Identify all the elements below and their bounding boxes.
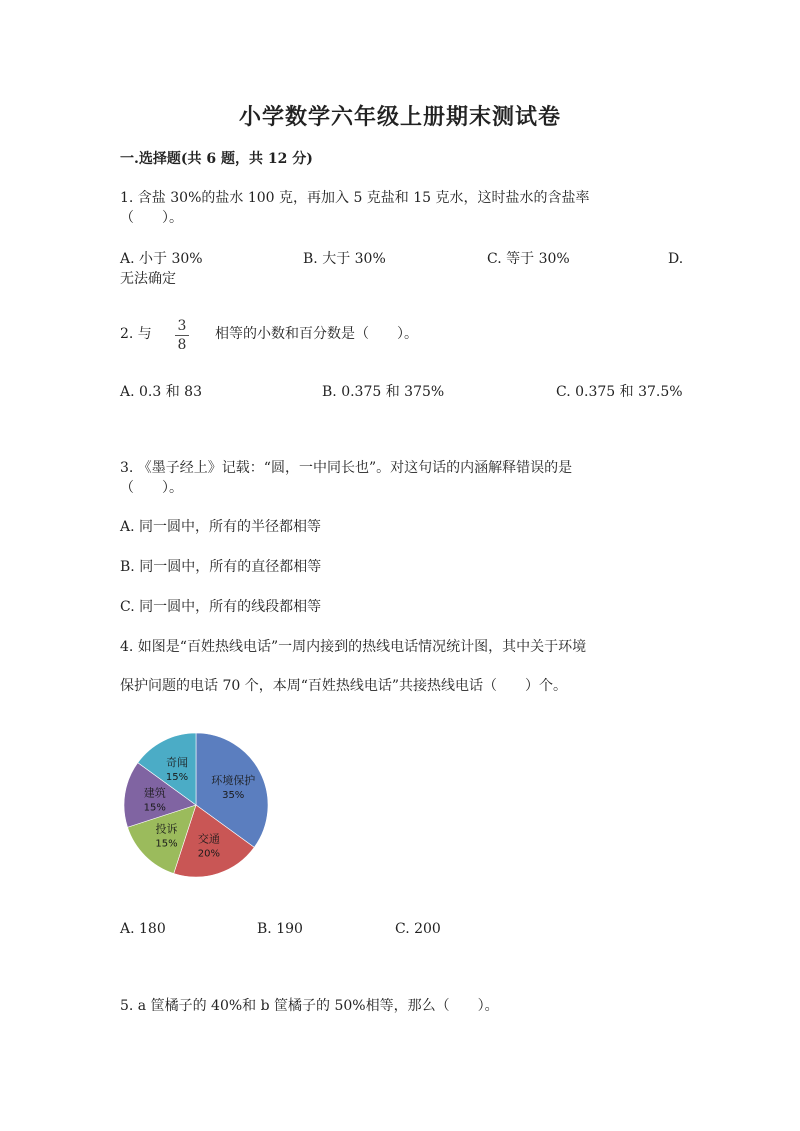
page-title: 小学数学六年级上册期末测试卷	[238, 104, 561, 130]
pie-label-3: 建筑	[143, 786, 166, 800]
pie-chart	[110, 720, 280, 890]
q4-stem: 4. 如图是“百姓热线电话”一周内接到的热线电话情况统计图，其中关于环境	[120, 639, 587, 655]
pie-label-4: 奇闻	[166, 755, 189, 769]
pie-percent-3: 15%	[143, 802, 166, 814]
q1-stem-blank: （ ）。	[120, 210, 183, 226]
q1-option-d-text[interactable]: 无法确定	[120, 271, 176, 287]
q4-option-c[interactable]: C. 200	[395, 921, 441, 937]
fraction-denominator: 8	[177, 337, 187, 353]
q1-stem: 1. 含盐 30%的盐水 100 克，再加入 5 克盐和 15 克水，这时盐水的含盐率	[120, 190, 590, 206]
q1-option-d-label[interactable]: D.	[668, 251, 684, 267]
q4-stem-line2: 保护问题的电话 70 个，本周“百姓热线电话”共接热线电话（ ）个。	[120, 678, 568, 694]
pie-percent-1: 20%	[197, 848, 221, 860]
q5-stem: 5. a 筐橘子的 40%和 b 筐橘子的 50%相等，那么（ ）。	[120, 998, 499, 1014]
q4-option-b[interactable]: B. 190	[257, 921, 303, 937]
q2-stem-suffix: 相等的小数和百分数是（ ）。	[215, 326, 418, 342]
pie-label-0: 环境保护	[211, 774, 256, 788]
fraction-bar	[175, 335, 189, 336]
fraction-numerator: 3	[177, 318, 187, 334]
section-heading: 一.选择题(共 6 题，共 12 分)	[120, 151, 313, 167]
q1-option-a[interactable]: A. 小于 30%	[120, 251, 203, 267]
q2-option-c[interactable]: C. 0.375 和 37.5%	[556, 384, 683, 400]
q1-option-b[interactable]: B. 大于 30%	[303, 251, 386, 267]
pie-percent-4: 15%	[165, 771, 189, 783]
q4-option-a[interactable]: A. 180	[120, 921, 166, 937]
pie-percent-0: 35%	[222, 790, 245, 802]
q3-option-a[interactable]: A. 同一圆中，所有的半径都相等	[120, 519, 322, 535]
fraction-three-eighths	[175, 318, 189, 353]
q3-option-c[interactable]: C. 同一圆中，所有的线段都相等	[120, 599, 322, 615]
q2-option-b[interactable]: B. 0.375 和 375%	[322, 384, 445, 400]
pie-percent-2: 15%	[155, 838, 178, 850]
q3-stem: 3. 《墨子经上》记载：“圆，一中同长也”。对这句话的内涵解释错误的是	[120, 460, 573, 476]
q2-stem-prefix: 2. 与	[120, 326, 152, 342]
pie-label-2: 投诉	[155, 822, 178, 836]
q2-option-a[interactable]: A. 0.3 和 83	[120, 384, 202, 400]
pie-label-1: 交通	[197, 832, 220, 846]
q3-option-b[interactable]: B. 同一圆中，所有的直径都相等	[120, 559, 322, 575]
q3-stem-blank: （ ）。	[120, 480, 183, 496]
q1-option-c[interactable]: C. 等于 30%	[487, 251, 570, 267]
